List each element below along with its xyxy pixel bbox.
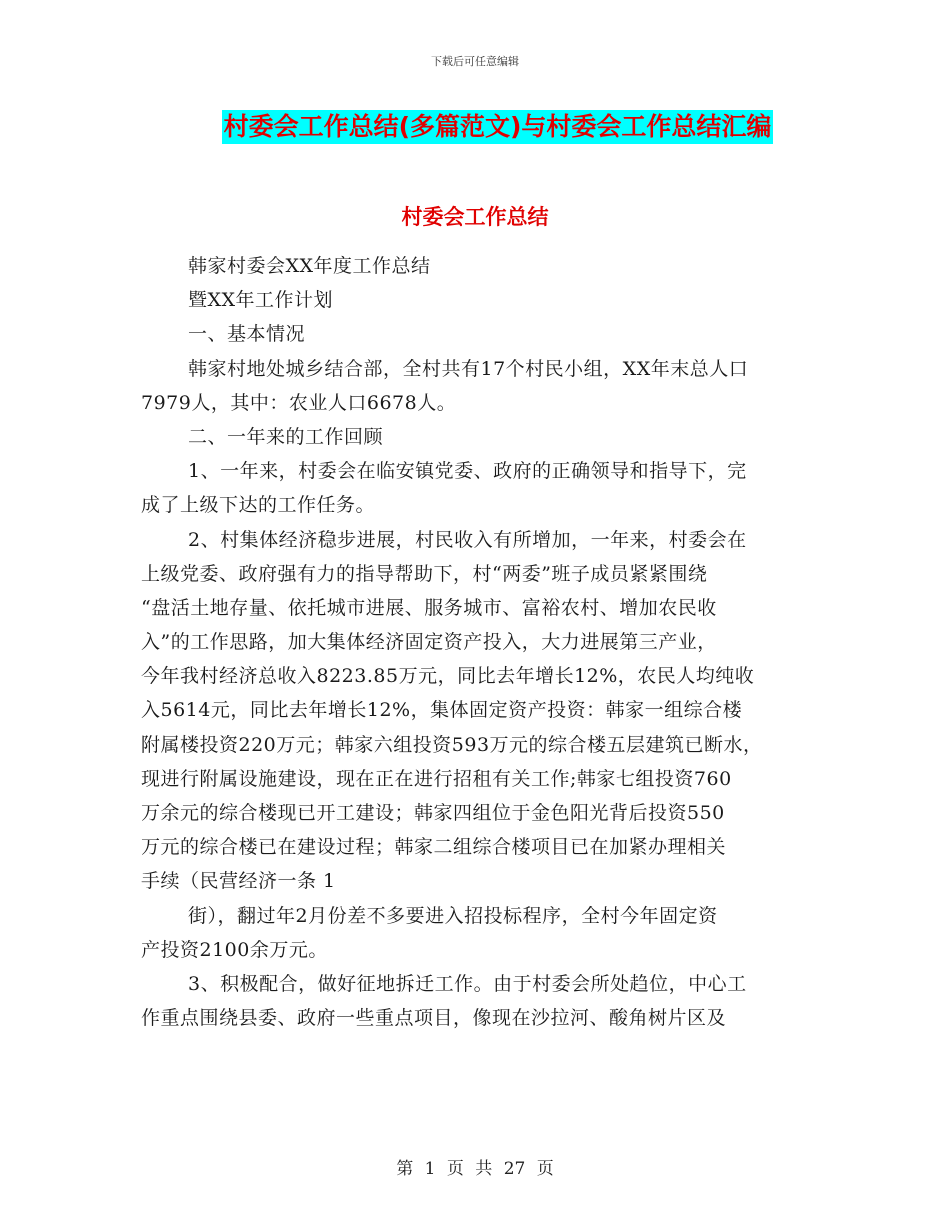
- text-line: 入”的工作思路，加大集体经济固定资产投入，大力进展第三产业，: [141, 631, 717, 654]
- text-line: 2、村集体经济稳步进展，村民收入有所增加，一年来，村委会在: [188, 528, 747, 551]
- text-line: 7979人，其中：农业人口6678人。: [141, 391, 457, 414]
- text-line: 入5614元，同比去年增长12%，集体固定资产投资：韩家一组综合楼: [141, 699, 743, 722]
- text-line: 街），翻过年2月份差不多要进入招投标程序，全村今年固定资: [188, 904, 718, 927]
- text-line: 成了上级下达的工作任务。: [141, 494, 376, 517]
- text-line: 1、一年来，村委会在临安镇党委、政府的正确领导和指导下，完: [188, 460, 747, 483]
- section-title: 村委会工作总结: [401, 205, 549, 229]
- text-line: 作重点围绕县委、政府一些重点项目，像现在沙拉河、酸角树片区及: [141, 1007, 727, 1030]
- text-line: 韩家村地处城乡结合部，全村共有17个村民小组，XX年末总人口: [188, 357, 749, 380]
- text-line: 万余元的综合楼现已开工建设；韩家四组位于金色阳光背后投资550: [141, 802, 725, 824]
- text-line: 手续（民营经济一条 1: [141, 870, 336, 893]
- text-line: 万元的综合楼已在建设过程；韩家二组综合楼项目已在加紧办理相关: [141, 836, 727, 859]
- text-line: 韩家村委会XX年度工作总结: [188, 255, 431, 277]
- main-title: 村委会工作总结(多篇范文)与村委会工作总结汇编: [222, 110, 774, 144]
- text-line: 附属楼投资220万元；韩家六组投资593万元的综合楼五层建筑已断水，: [141, 733, 763, 756]
- page-footer: 第 1 页 共 27 页: [396, 1159, 554, 1179]
- text-line: 今年我村经济总收入8223.85万元，同比去年增长12%，农民人均纯收: [141, 665, 755, 688]
- header-note: 下载后可任意编辑: [431, 55, 519, 68]
- text-line: 二、一年来的工作回顾: [188, 425, 384, 448]
- text-line: 一、基本情况: [188, 323, 306, 346]
- text-line: 上级党委、政府强有力的指导帮助下，村“两委”班子成员紧紧围绕: [141, 562, 708, 585]
- text-line: 产投资2100余万元。: [141, 938, 328, 961]
- text-line: 暨XX年工作计划: [188, 289, 334, 312]
- text-line: “盘活土地存量、依托城市进展、服务城市、富裕农村、增加农民收: [141, 596, 717, 619]
- text-line: 现进行附属设施建设，现在正在进行招租有关工作;韩家七组投资760: [141, 767, 732, 790]
- body-text: [141, 249, 821, 1035]
- main-title-wrap: [0, 110, 950, 144]
- text-line: 3、积极配合，做好征地拆迁工作。由于村委会所处趋位，中心工: [188, 972, 747, 995]
